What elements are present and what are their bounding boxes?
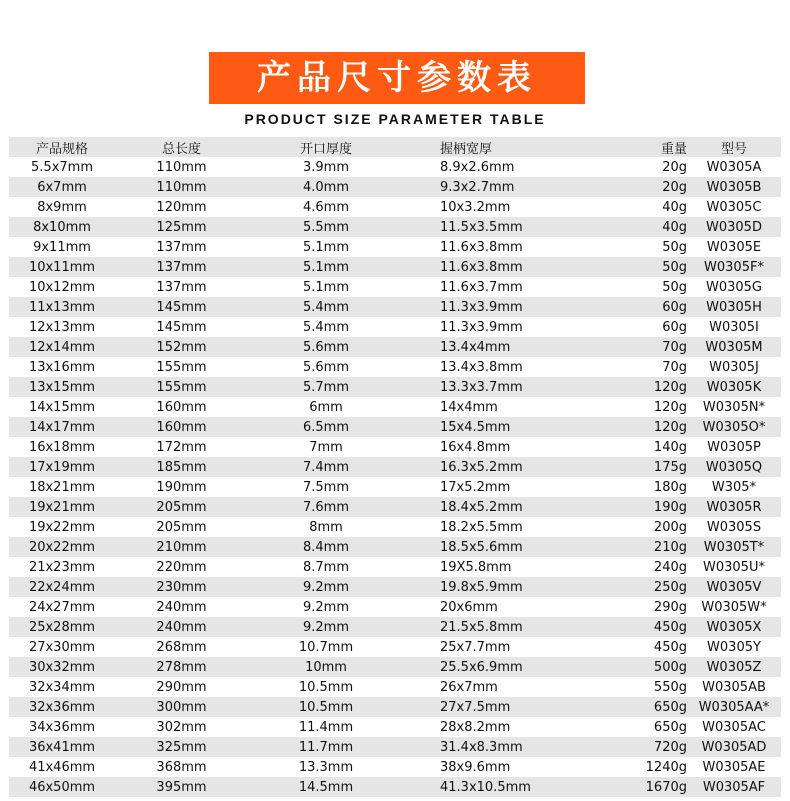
table-cell: 16.3x5.2mm: [404, 457, 622, 477]
table-cell: 9.2mm: [302, 599, 349, 615]
table-cell: W0305G: [705, 279, 762, 295]
table-cell: 5.4mm: [248, 297, 404, 317]
table-row: [9, 537, 781, 557]
table-cell: 8.7mm: [302, 559, 349, 575]
table-cell: 13x15mm: [9, 377, 115, 397]
table-cell: 8x9mm: [37, 199, 87, 215]
table-cell: 50g: [622, 257, 687, 277]
table-cell: 22x24mm: [9, 577, 115, 597]
table-cell: W0305D: [687, 217, 781, 237]
table-cell: 11.6x3.7mm: [440, 279, 523, 295]
table-cell: W0305AF: [687, 777, 781, 797]
table-row: [9, 657, 781, 677]
table-cell: 11.6x3.8mm: [404, 257, 622, 277]
table-cell: 8mm: [309, 519, 343, 535]
table-cell: 21x23mm: [28, 559, 96, 575]
table-cell: 200g: [653, 519, 687, 535]
table-cell: 210g: [622, 537, 687, 557]
table-cell: W0305C: [706, 199, 762, 215]
table-cell: 25.5x6.9mm: [404, 657, 622, 677]
table-cell: 5.6mm: [302, 359, 349, 375]
table-cell: 450g: [622, 617, 687, 637]
table-cell: 10mm: [248, 657, 404, 677]
table-row: [9, 337, 781, 357]
table-cell: 290mm: [156, 679, 207, 695]
table-cell: W0305A: [706, 159, 762, 175]
table-row: [9, 197, 781, 217]
table-cell: 11x13mm: [9, 297, 115, 317]
table-cell: 41.3x10.5mm: [404, 777, 622, 797]
table-row: [9, 417, 781, 437]
table-cell: 4.0mm: [248, 177, 404, 197]
table-cell: 290g: [653, 599, 687, 615]
table-cell: 550g: [653, 679, 687, 695]
table-cell: 13.3x3.7mm: [404, 377, 622, 397]
table-row: [9, 237, 781, 257]
table-cell: 268mm: [156, 639, 207, 655]
table-cell: 172mm: [156, 439, 207, 455]
table-cell: W0305V: [687, 577, 781, 597]
table-cell: 5.1mm: [248, 257, 404, 277]
table-cell: 27x30mm: [28, 639, 96, 655]
table-cell: 9.2mm: [248, 577, 404, 597]
table-cell: 6x7mm: [9, 177, 115, 197]
table-cell: 10x12mm: [28, 279, 96, 295]
table-cell: 140g: [653, 439, 687, 455]
table-cell: 50g: [662, 279, 687, 295]
table-cell: 3.9mm: [302, 159, 349, 175]
table-cell: 230mm: [115, 577, 248, 597]
table-cell: W0305AC: [702, 719, 766, 735]
table-cell: 30x32mm: [9, 657, 115, 677]
table-row: [9, 297, 781, 317]
table-cell: 9.2mm: [248, 617, 404, 637]
table-cell: 110mm: [156, 159, 207, 175]
table-cell: W0305K: [687, 377, 781, 397]
table-cell: 21.5x5.8mm: [404, 617, 622, 637]
table-row: [9, 357, 781, 377]
table-cell: 155mm: [156, 359, 207, 375]
table-row: [9, 457, 781, 477]
table-cell: W0305Q: [687, 457, 781, 477]
table-cell: 17x5.2mm: [440, 479, 511, 495]
table-cell: 28x8.2mm: [440, 719, 511, 735]
table-cell: 1670g: [622, 777, 687, 797]
table-cell: W305*: [711, 479, 757, 495]
column-header: 型号: [687, 137, 781, 157]
page-title: 产品尺寸参数表: [257, 58, 537, 98]
table-cell: W0305S: [706, 519, 762, 535]
table-cell: W0305B: [687, 177, 781, 197]
table-cell: 300mm: [115, 697, 248, 717]
table-row: [9, 217, 781, 237]
table-cell: 205mm: [115, 497, 248, 517]
table-cell: 20x6mm: [440, 599, 498, 615]
table-cell: 12x13mm: [28, 319, 96, 335]
table-body: [9, 157, 781, 797]
table-cell: W0305AB: [702, 679, 766, 695]
table-cell: 190mm: [156, 479, 207, 495]
table-cell: W0305M: [687, 337, 781, 357]
table-cell: 7.5mm: [302, 479, 349, 495]
table-cell: 210mm: [115, 537, 248, 557]
page-subtitle: PRODUCT SIZE PARAMETER TABLE: [244, 111, 546, 127]
table-cell: 15x4.5mm: [404, 417, 622, 437]
table-cell: 40g: [662, 199, 687, 215]
table-cell: 20g: [662, 159, 687, 175]
table-cell: 27x7.5mm: [404, 697, 622, 717]
table-cell: 125mm: [115, 217, 248, 237]
table-cell: 40g: [622, 217, 687, 237]
table-cell: 160mm: [115, 417, 248, 437]
table-row: [9, 477, 781, 497]
table-cell: 278mm: [115, 657, 248, 677]
table-cell: 5.5mm: [248, 217, 404, 237]
table-cell: 60g: [662, 319, 687, 335]
table-cell: 720g: [622, 737, 687, 757]
table-cell: 13.4x4mm: [404, 337, 622, 357]
table-cell: W0305X: [687, 617, 781, 637]
table-cell: 14.5mm: [248, 777, 404, 797]
table-cell: W0305I: [709, 319, 759, 335]
table-cell: 205mm: [156, 519, 207, 535]
table-cell: 4.6mm: [302, 199, 349, 215]
table-cell: 7mm: [309, 439, 343, 455]
table-cell: 19x22mm: [28, 519, 96, 535]
column-header: 握柄宽厚: [404, 137, 622, 157]
table-cell: 10.7mm: [298, 639, 354, 655]
table-cell: 175g: [622, 457, 687, 477]
table-row: [9, 597, 781, 617]
table-cell: 8.9x2.6mm: [440, 159, 515, 175]
table-cell: 25x7.7mm: [440, 639, 511, 655]
table-cell: 16x4.8mm: [440, 439, 511, 455]
table-cell: 7.6mm: [248, 497, 404, 517]
table-cell: W0305Z: [687, 657, 781, 677]
table-cell: 5.4mm: [302, 319, 349, 335]
table-cell: W0305P: [707, 439, 761, 455]
table-cell: 16x18mm: [28, 439, 96, 455]
table-cell: W0305Y: [707, 639, 761, 655]
table-cell: W0305W*: [701, 599, 767, 615]
table-cell: W0305U*: [703, 559, 765, 575]
table-cell: 185mm: [115, 457, 248, 477]
table-row: [9, 757, 781, 777]
column-header: 重量: [622, 137, 687, 157]
table-cell: W0305AD: [687, 737, 781, 757]
table-cell: 152mm: [115, 337, 248, 357]
table-cell: 18x21mm: [28, 479, 96, 495]
table-cell: W0305E: [706, 239, 762, 255]
table-cell: 180g: [653, 479, 687, 495]
table-cell: 395mm: [115, 777, 248, 797]
table-cell: 20g: [622, 177, 687, 197]
table-cell: W0305N*: [702, 399, 766, 415]
table-cell: 60g: [622, 297, 687, 317]
table-row: [9, 717, 781, 737]
table-cell: 137mm: [156, 279, 207, 295]
title-banner: [209, 52, 585, 104]
table-cell: 220mm: [156, 559, 207, 575]
table-row: [9, 677, 781, 697]
table-row: [9, 177, 781, 197]
table-cell: 250g: [622, 577, 687, 597]
parameter-table: [9, 137, 781, 797]
table-cell: 5.1mm: [302, 279, 349, 295]
table-cell: W0305AA*: [687, 697, 781, 717]
table-row: [9, 377, 781, 397]
table-cell: 31.4x8.3mm: [404, 737, 622, 757]
table-cell: 46x50mm: [9, 777, 115, 797]
table-cell: 450g: [653, 639, 687, 655]
table-cell: 145mm: [115, 297, 248, 317]
table-cell: 120g: [622, 417, 687, 437]
table-header-row: [9, 137, 781, 157]
table-cell: 190g: [622, 497, 687, 517]
table-cell: 6.5mm: [248, 417, 404, 437]
column-header: 开口厚度: [248, 137, 404, 157]
table-cell: 19X5.8mm: [440, 559, 512, 575]
table-row: [9, 257, 781, 277]
table-cell: 38x9.6mm: [440, 759, 511, 775]
table-cell: 302mm: [156, 719, 207, 735]
table-cell: 70g: [622, 337, 687, 357]
table-cell: 14x15mm: [28, 399, 96, 415]
table-row: [9, 777, 781, 797]
table-cell: 11.3x3.9mm: [440, 319, 523, 335]
table-cell: 11.4mm: [298, 719, 354, 735]
table-row: [9, 557, 781, 577]
table-cell: 240g: [653, 559, 687, 575]
table-row: [9, 577, 781, 597]
table-cell: 18.2x5.5mm: [440, 519, 523, 535]
table-cell: 13.4x3.8mm: [440, 359, 523, 375]
table-cell: 32x36mm: [9, 697, 115, 717]
table-cell: 32x34mm: [28, 679, 96, 695]
table-cell: 17x19mm: [9, 457, 115, 477]
table-cell: 11.7mm: [248, 737, 404, 757]
table-cell: 13x16mm: [28, 359, 96, 375]
table-cell: 160mm: [156, 399, 207, 415]
table-row: [9, 397, 781, 417]
table-cell: 137mm: [156, 239, 207, 255]
table-cell: 120mm: [156, 199, 207, 215]
table-cell: 11.5x3.5mm: [404, 217, 622, 237]
table-cell: 368mm: [156, 759, 207, 775]
table-cell: W0305R: [687, 497, 781, 517]
table-cell: 110mm: [115, 177, 248, 197]
table-cell: 14x17mm: [9, 417, 115, 437]
table-row: [9, 497, 781, 517]
table-cell: 10.5mm: [298, 679, 354, 695]
table-cell: W0305H: [687, 297, 781, 317]
table-cell: 11.3x3.9mm: [404, 297, 622, 317]
table-cell: 50g: [662, 239, 687, 255]
table-cell: 120g: [622, 377, 687, 397]
table-cell: 24x27mm: [28, 599, 96, 615]
table-cell: 20x22mm: [9, 537, 115, 557]
table-cell: 5.6mm: [248, 337, 404, 357]
table-cell: 26x7mm: [440, 679, 498, 695]
column-header: 产品规格: [9, 137, 115, 157]
table-row: [9, 157, 781, 177]
table-cell: 10x3.2mm: [440, 199, 511, 215]
table-cell: 8x10mm: [9, 217, 115, 237]
table-cell: 19.8x5.9mm: [404, 577, 622, 597]
table-row: [9, 317, 781, 337]
table-cell: 7.4mm: [248, 457, 404, 477]
table-cell: W0305AE: [702, 759, 766, 775]
table-row: [9, 637, 781, 657]
table-cell: 5.7mm: [248, 377, 404, 397]
table-cell: 5.5x7mm: [31, 159, 93, 175]
table-cell: 6mm: [309, 399, 343, 415]
table-cell: 145mm: [156, 319, 207, 335]
table-cell: 155mm: [115, 377, 248, 397]
table-cell: 650g: [653, 719, 687, 735]
table-row: [9, 517, 781, 537]
table-cell: 500g: [622, 657, 687, 677]
table-cell: 9x11mm: [33, 239, 91, 255]
table-cell: 12x14mm: [9, 337, 115, 357]
table-cell: 240mm: [115, 617, 248, 637]
table-cell: W0305O*: [687, 417, 781, 437]
table-cell: W0305T*: [687, 537, 781, 557]
table-cell: 8.4mm: [248, 537, 404, 557]
table-cell: 25x28mm: [9, 617, 115, 637]
table-cell: 18.4x5.2mm: [404, 497, 622, 517]
table-row: [9, 437, 781, 457]
table-cell: 9.3x2.7mm: [404, 177, 622, 197]
table-cell: 137mm: [115, 257, 248, 277]
table-cell: 650g: [622, 697, 687, 717]
table-cell: 5.1mm: [302, 239, 349, 255]
table-row: [9, 697, 781, 717]
table-cell: 19x21mm: [9, 497, 115, 517]
table-cell: 36x41mm: [9, 737, 115, 757]
table-cell: 10.5mm: [248, 697, 404, 717]
table-cell: 1240g: [645, 759, 687, 775]
table-cell: 14x4mm: [440, 399, 498, 415]
table-cell: 120g: [653, 399, 687, 415]
table-row: [9, 617, 781, 637]
table-cell: W0305F*: [687, 257, 781, 277]
table-cell: 41x46mm: [28, 759, 96, 775]
table-cell: W0305J: [709, 359, 759, 375]
table-cell: 11.6x3.8mm: [440, 239, 523, 255]
table-cell: 18.5x5.6mm: [404, 537, 622, 557]
table-cell: 34x36mm: [28, 719, 96, 735]
table-cell: 70g: [662, 359, 687, 375]
table-cell: 13.3mm: [298, 759, 354, 775]
table-row: [9, 737, 781, 757]
table-cell: 10x11mm: [9, 257, 115, 277]
table-cell: 240mm: [156, 599, 207, 615]
table-row: [9, 277, 781, 297]
table-cell: 325mm: [115, 737, 248, 757]
column-header: 总长度: [115, 137, 248, 157]
